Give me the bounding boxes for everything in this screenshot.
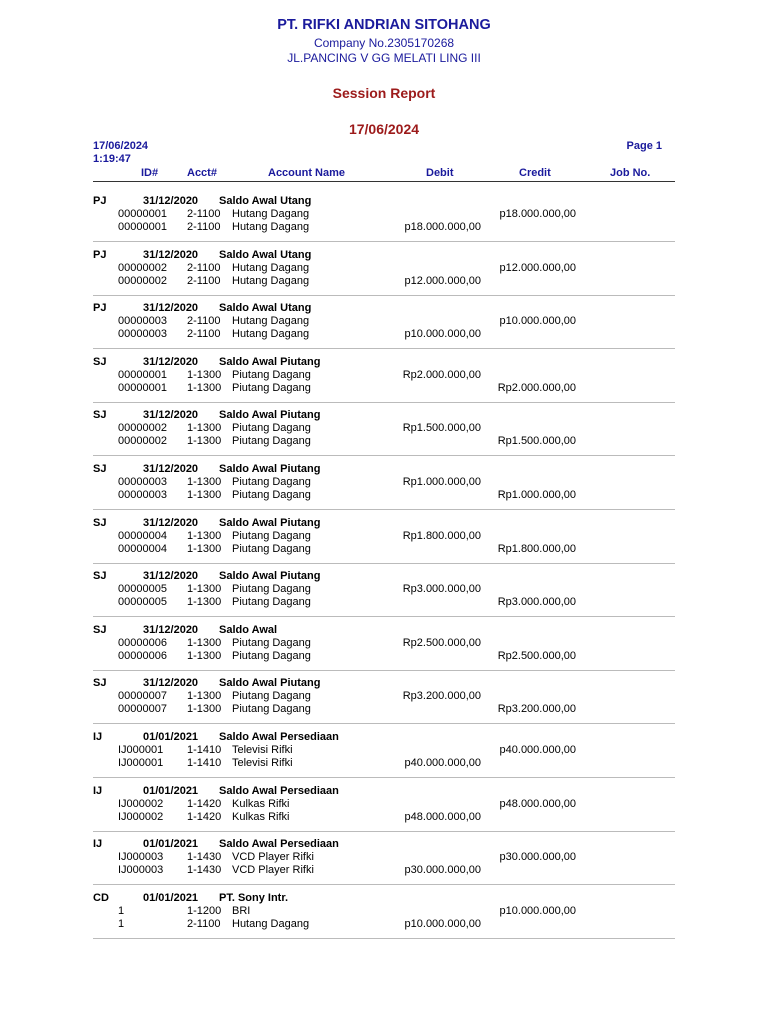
column-header-job-no: Job No.	[610, 167, 651, 179]
line-id: 00000003	[118, 476, 167, 488]
entry-memo: PT. Sony Intr.	[219, 891, 289, 904]
journal-entry	[0, 517, 768, 570]
column-header-debit: Debit	[426, 167, 454, 179]
line-credit: p12.000.000,00	[499, 261, 576, 274]
entry-date: 31/12/2020	[143, 248, 199, 261]
line-acct: 2-1100	[187, 261, 221, 274]
column-header-account-name: Account Name	[268, 167, 346, 179]
line-account-name: Piutang Dagang	[232, 542, 311, 555]
journal-entry	[0, 195, 768, 248]
line-id: 00000001	[118, 381, 167, 394]
line-acct: 1-1300	[187, 703, 222, 716]
journal-entry	[0, 249, 768, 302]
print-date: 17/06/2024	[93, 140, 149, 152]
line-id: IJ000001	[118, 744, 164, 756]
journal-entry	[0, 356, 768, 409]
line-acct: 1-1200	[187, 904, 222, 917]
line-account-name: Piutang Dagang	[232, 703, 311, 716]
entry-type: IJ	[93, 784, 103, 797]
line-credit: p18.000.000,00	[499, 208, 576, 220]
entry-divider	[93, 509, 675, 510]
line-acct: 1-1300	[187, 690, 222, 703]
line-acct: 1-1300	[187, 435, 222, 448]
entry-memo: Saldo Awal Utang	[219, 248, 312, 261]
line-account-name: Piutang Dagang	[232, 649, 311, 662]
entry-divider	[93, 455, 675, 456]
line-debit: Rp3.000.000,00	[402, 583, 481, 596]
line-credit: p40.000.000,00	[499, 744, 576, 756]
line-acct: 1-1300	[187, 596, 222, 609]
entry-divider	[93, 402, 675, 403]
line-account-name: BRI	[232, 904, 251, 917]
entry-divider	[93, 938, 675, 939]
line-acct: 1-1300	[187, 489, 222, 501]
line-account-name: Hutang Dagang	[232, 328, 310, 341]
line-id: 1	[118, 917, 125, 930]
line-credit: p30.000.000,00	[499, 851, 576, 864]
entry-memo: Saldo Awal Piutang	[219, 570, 321, 583]
line-id: IJ000001	[118, 757, 164, 769]
line-account-name: Piutang Dagang	[232, 435, 311, 448]
page-number: Page 1	[626, 140, 662, 152]
entry-date: 31/12/2020	[143, 195, 199, 207]
line-account-name: Hutang Dagang	[232, 261, 310, 274]
line-account-name: Kulkas Rifki	[232, 810, 290, 823]
entry-memo: Saldo Awal Piutang	[219, 463, 321, 475]
line-acct: 1-1300	[187, 368, 222, 381]
line-account-name: Televisi Rifki	[232, 757, 293, 769]
line-acct: 1-1300	[187, 542, 222, 555]
line-credit: Rp2.000.000,00	[497, 381, 576, 394]
line-id: 1	[118, 904, 125, 917]
line-debit: Rp2.000.000,00	[402, 368, 481, 381]
column-header-credit: Credit	[519, 167, 551, 179]
line-id: IJ000002	[118, 810, 164, 823]
entry-date: 01/01/2021	[143, 731, 199, 743]
entry-date: 01/01/2021	[143, 891, 199, 904]
line-credit: p48.000.000,00	[499, 797, 576, 810]
line-acct: 1-1300	[187, 529, 222, 542]
line-credit: Rp2.500.000,00	[497, 649, 576, 662]
entry-type: IJ	[93, 731, 103, 743]
line-acct: 1-1300	[187, 476, 222, 488]
line-acct: 1-1410	[187, 744, 222, 756]
line-acct: 1-1430	[187, 851, 222, 864]
line-account-name: VCD Player Rifki	[232, 864, 314, 877]
line-credit: Rp1.500.000,00	[497, 435, 576, 448]
line-id: IJ000003	[118, 864, 164, 877]
column-header-acct: Acct#	[187, 167, 217, 179]
print-time: 1:19:47	[93, 153, 131, 165]
entry-type: SJ	[93, 623, 107, 636]
entry-date: 31/12/2020	[143, 355, 199, 368]
journal-entry	[0, 785, 768, 838]
entry-divider	[93, 241, 675, 242]
entry-memo: Saldo Awal Persediaan	[219, 784, 339, 797]
line-account-name: Hutang Dagang	[232, 917, 310, 930]
entry-divider	[93, 670, 675, 671]
line-account-name: Hutang Dagang	[232, 315, 310, 328]
entry-type: SJ	[93, 409, 107, 422]
report-date: 17/06/2024	[348, 121, 420, 137]
company-name: PT. RIFKI ANDRIAN SITOHANG	[277, 17, 491, 33]
entry-divider	[93, 831, 675, 832]
entry-memo: Saldo Awal Piutang	[219, 355, 321, 368]
entry-date: 31/12/2020	[143, 516, 199, 529]
entry-divider	[93, 348, 675, 349]
line-debit: Rp2.500.000,00	[402, 636, 481, 649]
line-id: 00000002	[118, 261, 167, 274]
line-acct: 1-1300	[187, 649, 222, 662]
entry-divider	[93, 563, 675, 564]
line-id: 00000003	[118, 328, 167, 341]
line-id: 00000002	[118, 435, 167, 448]
line-debit: p40.000.000,00	[404, 757, 481, 769]
journal-entry	[0, 677, 768, 730]
entry-type: PJ	[93, 302, 107, 315]
line-id: 00000004	[118, 529, 167, 542]
line-acct: 1-1300	[187, 422, 222, 435]
entry-memo: Saldo Awal Utang	[219, 302, 312, 315]
entry-type: PJ	[93, 248, 107, 261]
line-acct: 1-1300	[187, 381, 222, 394]
line-credit: p10.000.000,00	[499, 904, 576, 917]
line-id: IJ000003	[118, 851, 164, 864]
entry-type: SJ	[93, 570, 107, 583]
line-account-name: Piutang Dagang	[232, 422, 311, 435]
line-acct: 1-1430	[187, 864, 222, 877]
entry-divider	[93, 723, 675, 724]
journal-entry	[0, 570, 768, 623]
line-account-name: Piutang Dagang	[232, 529, 311, 542]
entry-type: PJ	[93, 195, 107, 207]
entry-divider	[93, 616, 675, 617]
line-account-name: Piutang Dagang	[232, 381, 311, 394]
entry-date: 31/12/2020	[143, 463, 199, 475]
entry-date: 01/01/2021	[143, 784, 199, 797]
entry-date: 01/01/2021	[143, 838, 199, 851]
line-id: 00000006	[118, 636, 167, 649]
line-account-name: Piutang Dagang	[232, 596, 311, 609]
journal-entry	[0, 624, 768, 677]
line-account-name: Hutang Dagang	[232, 208, 310, 220]
line-acct: 2-1100	[187, 208, 221, 220]
line-id: 00000004	[118, 542, 167, 555]
line-credit: Rp3.000.000,00	[497, 596, 576, 609]
line-account-name: Piutang Dagang	[232, 690, 311, 703]
company-number: Company No.2305170268	[313, 36, 455, 50]
entry-date: 31/12/2020	[143, 677, 199, 690]
line-debit: p12.000.000,00	[404, 274, 481, 287]
line-id: 00000003	[118, 489, 167, 501]
line-id: 00000001	[118, 208, 167, 220]
line-credit: Rp3.200.000,00	[497, 703, 576, 716]
journal-entry	[0, 892, 768, 945]
journal-entry	[0, 731, 768, 784]
line-debit: p18.000.000,00	[404, 221, 481, 233]
entry-memo: Saldo Awal Piutang	[219, 409, 321, 422]
line-acct: 1-1410	[187, 757, 222, 769]
line-account-name: VCD Player Rifki	[232, 851, 314, 864]
line-id: 00000005	[118, 596, 167, 609]
line-id: 00000007	[118, 703, 167, 716]
line-id: 00000001	[118, 221, 167, 233]
entry-memo: Saldo Awal Piutang	[219, 516, 321, 529]
entry-type: CD	[93, 891, 109, 904]
company-address: JL.PANCING V GG MELATI LING III	[287, 51, 481, 65]
line-account-name: Hutang Dagang	[232, 221, 310, 233]
entry-memo: Saldo Awal Persediaan	[219, 731, 339, 743]
line-acct: 1-1420	[187, 810, 222, 823]
line-account-name: Piutang Dagang	[232, 368, 311, 381]
line-id: 00000002	[118, 274, 167, 287]
line-account-name: Piutang Dagang	[232, 636, 311, 649]
journal-entry	[0, 409, 768, 462]
line-id: 00000002	[118, 422, 167, 435]
line-acct: 2-1100	[187, 315, 221, 328]
line-acct: 2-1100	[187, 917, 221, 930]
entry-date: 31/12/2020	[143, 570, 199, 583]
journal-entry	[0, 463, 768, 516]
entry-memo: Saldo Awal Persediaan	[219, 838, 339, 851]
line-debit: p30.000.000,00	[404, 864, 481, 877]
line-debit: Rp1.500.000,00	[402, 422, 481, 435]
column-header-id: ID#	[141, 167, 159, 179]
line-id: 00000005	[118, 583, 167, 596]
line-acct: 1-1420	[187, 797, 222, 810]
journal-entry	[0, 302, 768, 355]
line-account-name: Piutang Dagang	[232, 583, 311, 596]
line-account-name: Piutang Dagang	[232, 476, 311, 488]
entry-divider	[93, 777, 675, 778]
entry-type: SJ	[93, 463, 107, 475]
entry-date: 31/12/2020	[143, 623, 199, 636]
line-acct: 2-1100	[187, 274, 221, 287]
line-acct: 1-1300	[187, 583, 222, 596]
line-account-name: Televisi Rifki	[232, 744, 293, 756]
line-id: 00000003	[118, 315, 167, 328]
line-id: 00000006	[118, 649, 167, 662]
line-debit: Rp1.800.000,00	[402, 529, 481, 542]
entry-date: 31/12/2020	[143, 409, 199, 422]
line-acct: 1-1300	[187, 636, 222, 649]
entry-type: SJ	[93, 355, 107, 368]
report-title: Session Report	[332, 85, 436, 101]
line-account-name: Piutang Dagang	[232, 489, 311, 501]
line-debit: p10.000.000,00	[404, 917, 481, 930]
line-account-name: Hutang Dagang	[232, 274, 310, 287]
entry-divider	[93, 295, 675, 296]
line-debit: p48.000.000,00	[404, 810, 481, 823]
entry-type: IJ	[93, 838, 103, 851]
entry-date: 31/12/2020	[143, 302, 199, 315]
entry-memo: Saldo Awal Utang	[219, 195, 312, 207]
entry-memo: Saldo Awal	[219, 623, 278, 636]
journal-entry	[0, 838, 768, 891]
line-credit: p10.000.000,00	[499, 315, 576, 328]
line-id: IJ000002	[118, 797, 164, 810]
entry-memo: Saldo Awal Piutang	[219, 677, 321, 690]
line-id: 00000001	[118, 368, 167, 381]
entry-type: SJ	[93, 677, 107, 690]
line-debit: Rp1.000.000,00	[402, 476, 481, 488]
entry-type: SJ	[93, 516, 107, 529]
line-id: 00000007	[118, 690, 167, 703]
line-account-name: Kulkas Rifki	[232, 797, 290, 810]
entry-divider	[93, 884, 675, 885]
line-credit: Rp1.800.000,00	[497, 542, 576, 555]
line-credit: Rp1.000.000,00	[497, 489, 576, 501]
header-divider	[93, 181, 675, 182]
line-acct: 2-1100	[187, 221, 221, 233]
line-debit: Rp3.200.000,00	[402, 690, 481, 703]
line-debit: p10.000.000,00	[404, 328, 481, 341]
line-acct: 2-1100	[187, 328, 221, 341]
